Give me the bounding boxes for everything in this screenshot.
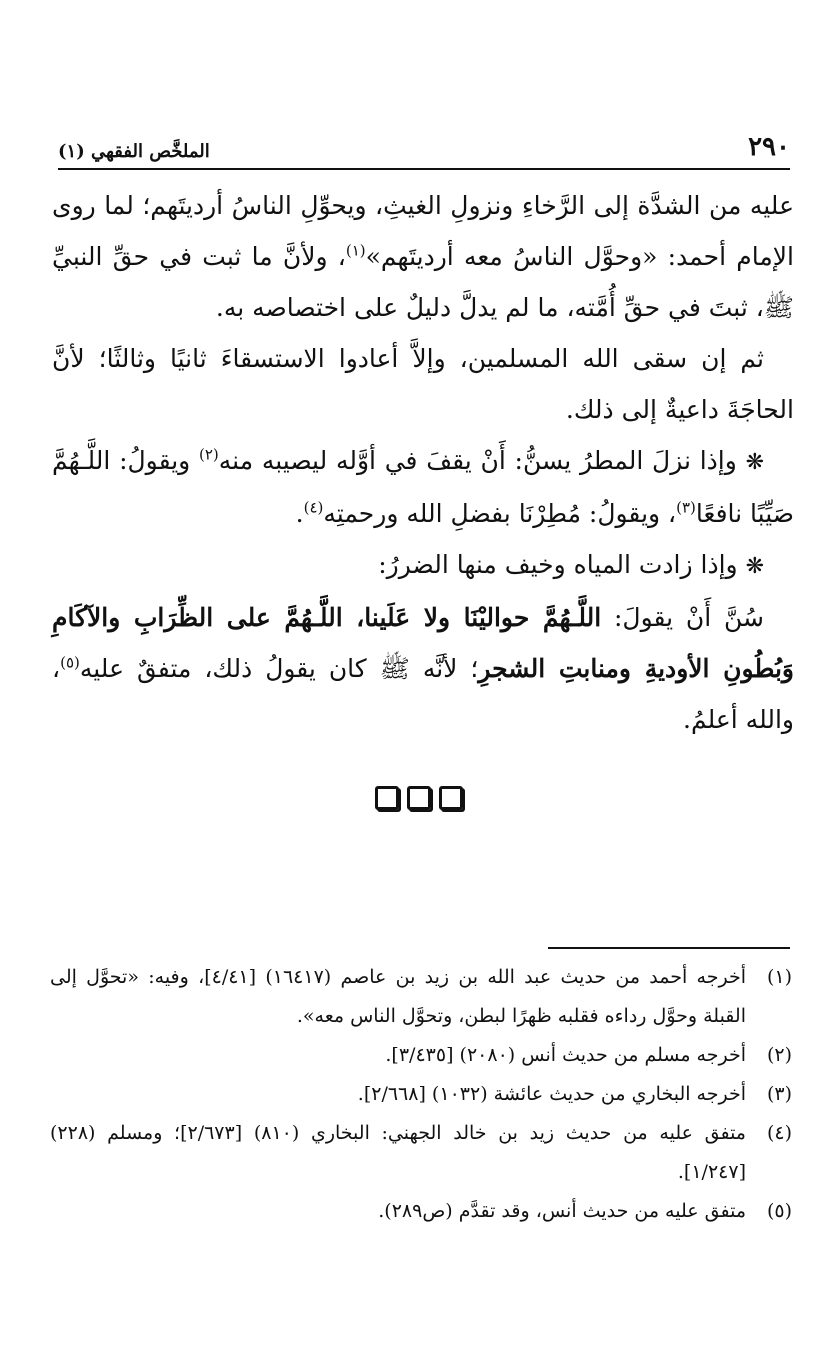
footnote-number: (٤)	[766, 1122, 792, 1144]
page-header	[58, 122, 790, 170]
paragraph-3	[52, 435, 794, 539]
footnote-text: متفق عليه من حديث زيد بن خالد الجهني: البخاري (٨١٠) [٢/٦٧٣]؛ ومسلم (٢٢٨) [١/٢٤٧].	[50, 1122, 746, 1183]
footnote-item	[50, 1036, 792, 1075]
footnote-text: أخرجه البخاري من حديث عائشة (١٠٣٢) [٢/٦٦٨].	[357, 1083, 746, 1105]
footnote-number: (٣)	[766, 1083, 792, 1105]
footnote-ref-2: (٢)	[199, 445, 219, 464]
section-separator	[0, 786, 838, 810]
paragraph-1-text: عليه من الشدَّة إلى الرَّخاءِ ونزولِ الغيثِ، ويحوِّلِ الناسُ أرديتَهم؛ لما روى الإمام أحمد: «وحوَّل الناسُ معه أرديتَهم»	[52, 191, 794, 271]
square-ornament-icon	[439, 786, 463, 810]
square-ornament-icon	[375, 786, 399, 810]
paragraph-1-continued: ، ولأنَّ ما ثبت في حقِّ النبيِّ ﷺ، ثبتَ في حقِّ أُمَّته، ما لم يدلَّ دليلٌ على اختصاصه به.	[52, 242, 794, 322]
paragraph-3-text-b: ويقولُ: اللَّـهُمَّ صَيِّبًا نافعًا	[52, 446, 794, 528]
star-bullet-icon: ❋	[745, 450, 764, 475]
footnote-item	[50, 958, 792, 1036]
footnote-item	[50, 1114, 792, 1192]
main-text	[52, 180, 794, 745]
footnote-item	[50, 1192, 792, 1231]
paragraph-5-text-c: ، والله أعلمُ.	[52, 654, 794, 734]
page-number: ٢٩٠	[748, 132, 790, 162]
footnote-text: متفق عليه من حديث أنس، وقد تقدَّم (ص٢٨٩).	[378, 1200, 746, 1222]
star-bullet-icon: ❋	[745, 554, 764, 579]
paragraph-5-text-b: ؛ لأنَّه ﷺ كان يقولُ ذلك، متفقٌ عليه	[79, 654, 479, 683]
supplication-text: اللَّـهُمَّ حواليْنَا ولا عَلَينا، اللَّـهُمَّ على الظِّرَابِ والآكَامِ وَبُطُونِ الأوديةِ ومنابتِ الشجرِ	[52, 603, 794, 683]
footnote-ref-4: (٤)	[303, 498, 324, 517]
square-ornament-icon	[407, 786, 431, 810]
footnote-ref-5: (٥)	[60, 653, 80, 672]
running-title: الملخَّص الفقهي (١)	[58, 141, 210, 162]
footnote-ref-1: (١)	[345, 241, 366, 260]
paragraph-4-text: وإذا زادت المياه وخيف منها الضررُ:	[378, 550, 738, 579]
paragraph-2: ثم إن سقى الله المسلمين، وإلاَّ أعادوا الاستسقاءَ ثانيًا وثالثًا؛ لأنَّ الحاجَةَ داعيةٌ إلى ذلك.	[52, 344, 794, 424]
footnote-text: أخرجه أحمد من حديث عبد الله بن زيد بن عاصم (١٦٤١٧) [٤/٤١]، وفيه: «تحوَّل إلى القبلة وحوَّل رداءه فقلبه ظهرًا لبطن، وتحوَّل الناس معه».	[50, 966, 746, 1027]
footnote-ref-3: (٣)	[676, 498, 696, 517]
paragraph-3-text-c: ، ويقولُ: مُطِرْنَا بفضلِ الله ورحمتِه	[323, 499, 677, 528]
footnote-number: (٢)	[766, 1044, 792, 1066]
paragraph-1	[52, 180, 794, 333]
footnote-text: أخرجه مسلم من حديث أنس (٢٠٨٠) [٣/٤٣٥].	[385, 1044, 746, 1066]
paragraph-3-text-d: .	[295, 499, 304, 528]
footnote-number: (١)	[766, 966, 792, 988]
footnote-number: (٥)	[766, 1200, 792, 1222]
paragraph-3-text-a: وإذا نزلَ المطرُ يسنُّ: أَنْ يقفَ في أوَّله ليصيبه منه	[218, 446, 737, 475]
footnote-item	[50, 1075, 792, 1114]
paragraph-5	[52, 592, 794, 745]
footnotes	[50, 958, 792, 1231]
footnote-divider	[548, 947, 790, 949]
paragraph-4	[52, 539, 794, 592]
paragraph-5-text-a: سُنَّ أَنْ يقولَ:	[601, 603, 764, 632]
